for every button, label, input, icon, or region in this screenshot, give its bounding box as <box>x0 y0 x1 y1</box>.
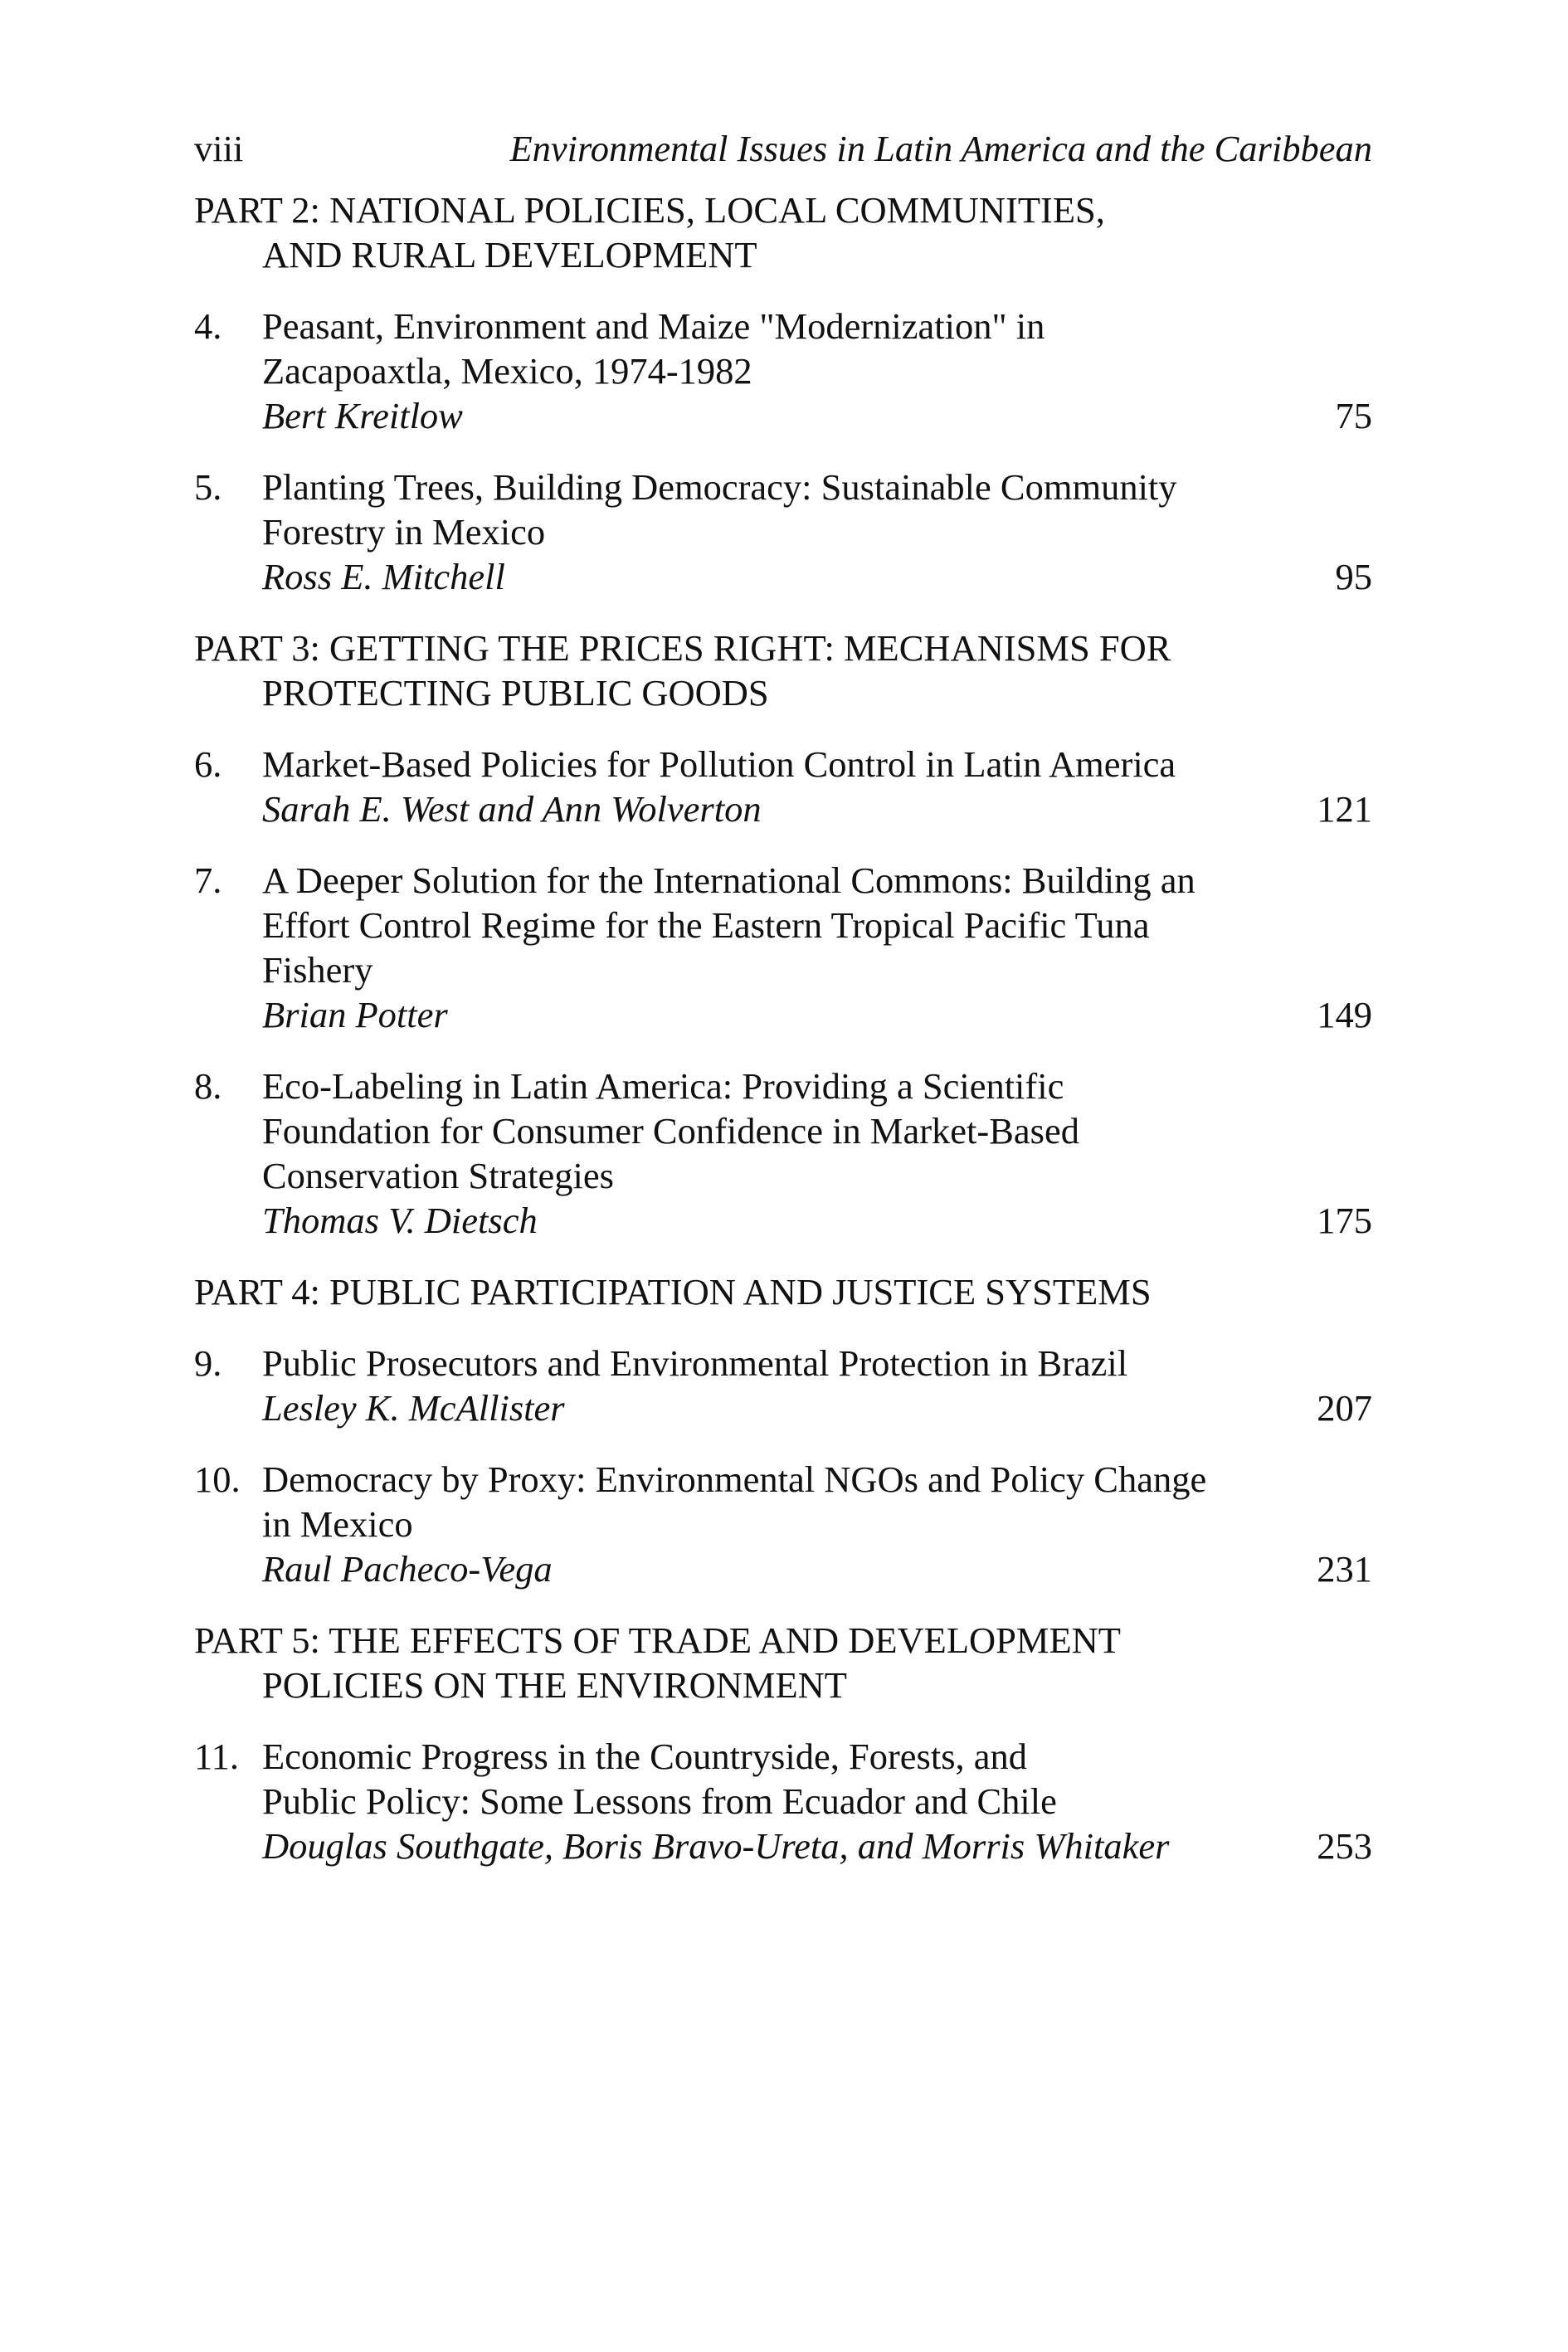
toc-entry[interactable] <box>194 1064 1372 1243</box>
chapter-number: 6. <box>194 743 222 785</box>
chapter-author: Sarah E. West and Ann Wolverton <box>262 788 762 830</box>
chapter-page: 175 <box>1317 1200 1372 1241</box>
chapter-title: Planting Trees, Building Democracy: Sustainable Community Forestry in Mexico <box>262 466 1177 553</box>
chapter-page: 75 <box>1335 395 1372 436</box>
chapter-title: Eco-Labeling in Latin America: Providing a Scientific Foundation for Consumer Confidence in Market-Based Conservation Strategies <box>262 1065 1079 1196</box>
chapter-page: 231 <box>1317 1548 1372 1590</box>
chapter-title: A Deeper Solution for the International Commons: Building an Effort Control Regime for the Eastern Tropical Pacific Tuna Fishery <box>262 859 1195 991</box>
part-heading: PART 3: GETTING THE PRICES RIGHT: MECHANISMS FOR PROTECTING PUBLIC GOODS <box>194 627 1171 713</box>
chapter-page: 253 <box>1317 1825 1372 1867</box>
chapter-title: Democracy by Proxy: Environmental NGOs and Policy Change in Mexico <box>262 1458 1207 1545</box>
chapter-author: Thomas V. Dietsch <box>262 1200 538 1241</box>
toc-entry[interactable] <box>194 465 1372 599</box>
chapter-number: 11. <box>194 1736 239 1777</box>
part-section <box>194 187 1372 599</box>
toc-entry[interactable] <box>194 1341 1372 1430</box>
part-heading: PART 2: NATIONAL POLICIES, LOCAL COMMUNITIES, AND RURAL DEVELOPMENT <box>194 189 1105 275</box>
chapter-page: 95 <box>1335 556 1372 597</box>
part-heading: PART 4: PUBLIC PARTICIPATION AND JUSTICE SYSTEMS <box>194 1271 1152 1312</box>
part-section <box>194 1269 1372 1591</box>
chapter-page: 207 <box>1317 1387 1372 1429</box>
chapter-page: 121 <box>1317 788 1372 830</box>
toc-entry[interactable] <box>194 858 1372 1037</box>
toc-entry[interactable] <box>194 742 1372 831</box>
chapter-number: 8. <box>194 1065 222 1107</box>
chapter-number: 10. <box>194 1458 241 1500</box>
chapter-number: 5. <box>194 466 222 508</box>
chapter-title: Market-Based Policies for Pollution Control in Latin America <box>262 743 1176 785</box>
chapter-number: 7. <box>194 859 222 901</box>
chapter-title: Peasant, Environment and Maize "Modernization" in Zacapoaxtla, Mexico, 1974-1982 <box>262 305 1045 392</box>
chapter-author: Brian Potter <box>262 994 448 1035</box>
chapter-author: Douglas Southgate, Boris Bravo-Ureta, and Morris Whitaker <box>262 1825 1170 1867</box>
chapter-title: Public Prosecutors and Environmental Protection in Brazil <box>262 1342 1128 1384</box>
running-head <box>194 116 1372 174</box>
chapter-page: 149 <box>1317 994 1372 1035</box>
toc-page <box>194 116 1372 1868</box>
toc-entry[interactable] <box>194 304 1372 438</box>
book-title: Environmental Issues in Latin America and the Caribbean <box>509 128 1372 169</box>
part-heading: PART 5: THE EFFECTS OF TRADE AND DEVELOPMENT POLICIES ON THE ENVIRONMENT <box>194 1619 1121 1706</box>
chapter-author: Raul Pacheco-Vega <box>262 1548 553 1590</box>
chapter-author: Ross E. Mitchell <box>262 556 505 597</box>
chapter-author: Lesley K. McAllister <box>262 1387 565 1429</box>
chapter-number: 9. <box>194 1342 222 1384</box>
chapter-number: 4. <box>194 305 222 347</box>
toc-entry[interactable] <box>194 1734 1372 1868</box>
part-section <box>194 1618 1372 1868</box>
chapter-author: Bert Kreitlow <box>262 395 463 436</box>
page-number: viii <box>194 128 244 169</box>
toc-entry[interactable] <box>194 1457 1372 1591</box>
chapter-title: Economic Progress in the Countryside, Forests, and Public Policy: Some Lessons from Ecuador and Chile <box>262 1736 1057 1822</box>
part-section <box>194 626 1372 1243</box>
